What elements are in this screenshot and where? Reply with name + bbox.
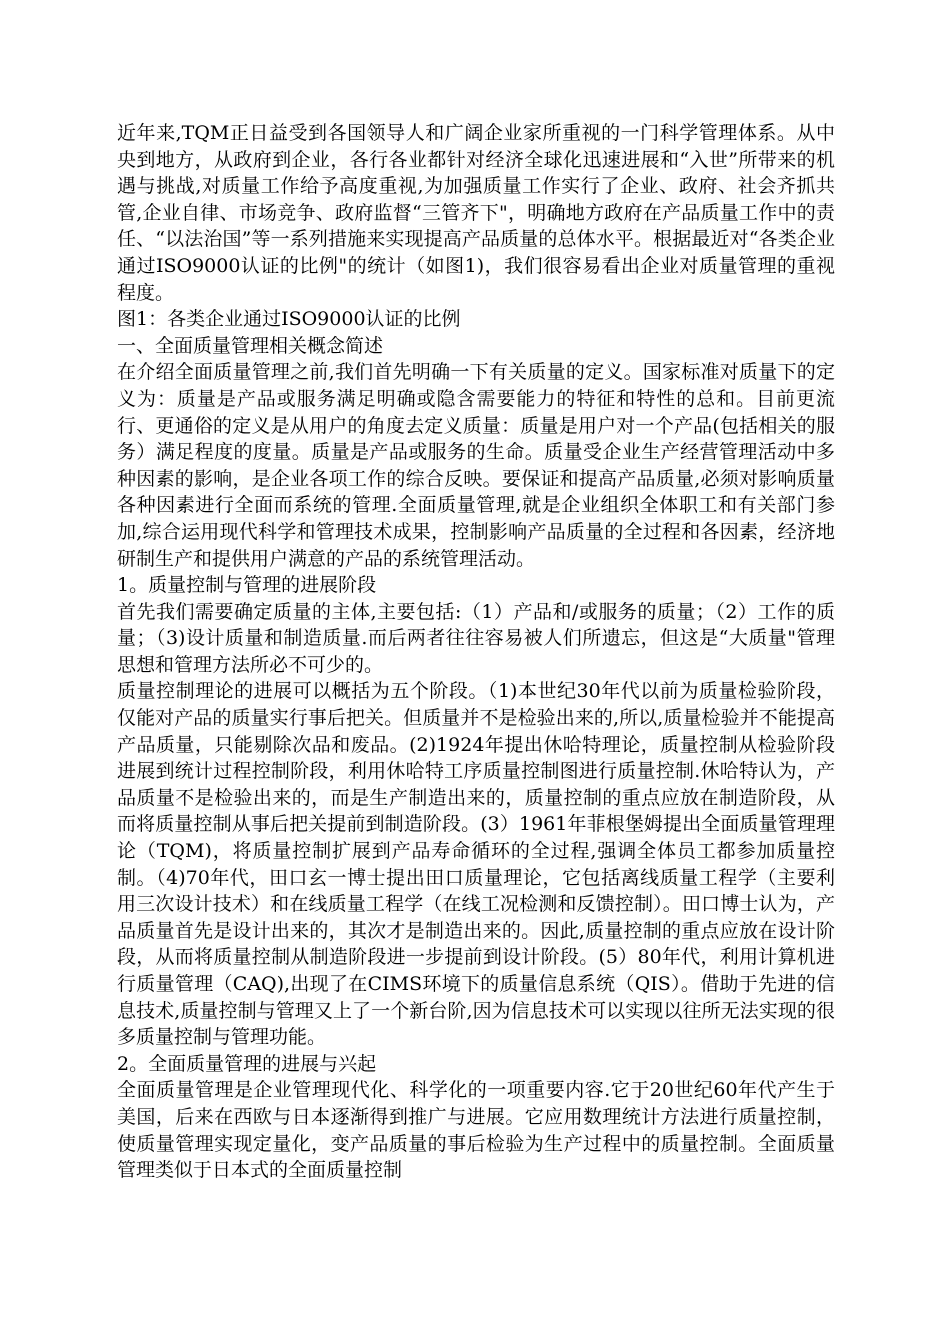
document-body xyxy=(117,120,835,1184)
stages-paragraph-1: 首先我们需要确定质量的主体,主要包括:（1）产品和/或服务的质量；（2）工作的质量；（3)设计质量和制造质量.而后两者往往容易被人们所遗忘，但这是“大质量"管理思想和管理方法所必不可少的。 xyxy=(117,600,835,676)
subsection-heading-stages: 1。质量控制与管理的进展阶段 xyxy=(117,574,377,597)
concepts-paragraph: 在介绍全面质量管理之前,我们首先明确一下有关质量的定义。国家标准对质量下的定义为：质量是产品或服务满足明确或隐含需要能力的特征和特性的总和。目前更流行、更通俗的定义是从用户的角度去定义质量：质量是用户对一个产品(包括相关的服务）满足程度的度量。质量是产品或服务的生命。质量受企业生产经营管理活动中多种因素的影响，是企业各项工作的综合反映。要保证和提高产品质量,必须对影响质量各种因素进行全面而系统的管理.全面质量管理,就是企业组织全体职工和有关部门参加,综合运用现代科学和管理技术成果，控制影响产品质量的全过程和各因素，经济地研制生产和提供用户满意的产品的系统管理活动。 xyxy=(117,361,835,570)
rise-paragraph: 全面质量管理是企业管理现代化、科学化的一项重要内容.它于20世纪60年代产生于美国，后来在西欧与日本逐渐得到推广与进展。它应用数理统计方法进行质量控制，使质量管理实现定量化，变产品质量的事后检验为生产过程中的质量控制。全面质量管理类似于日本式的全面质量控制 xyxy=(117,1079,835,1182)
stages-paragraph-2: 质量控制理论的进展可以概括为五个阶段。（1)本世纪30年代以前为质量检验阶段，仅能对产品的质量实行事后把关。但质量并不是检验出来的,所以,质量检验并不能提高产品质量，只能剔除次品和废品。(2)1924年提出休哈特理论，质量控制从检验阶段进展到统计过程控制阶段，利用休哈特工序质量控制图进行质量控制.休哈特认为，产品质量不是检验出来的，而是生产制造出来的，质量控制的重点应放在制造阶段，从而将质量控制从事后把关提前到制造阶段。(3）1961年菲根堡姆提出全面质量管理理论（TQM)，将质量控制扩展到产品寿命循环的全过程,强调全体员工都参加质量控制。（4)70年代，田口玄一博士提出田口质量理论，它包括离线质量工程学（主要利用三次设计技术）和在线质量工程学（在线工况检测和反馈控制）。田口博士认为，产品质量首先是设计出来的，其次才是制造出来的。因此,质量控制的重点应放在设计阶段，从而将质量控制从制造阶段进一步提前到设计阶段。(5）80年代，利用计算机进行质量管理（CAQ),出现了在CIMS环境下的质量信息系统（QIS）。借助于先进的信息技术,质量控制与管理又上了一个新台阶,因为信息技术可以实现以往所无法实现的很多质量控制与管理功能。 xyxy=(117,680,835,1049)
intro-paragraph: 近年来,TQM正日益受到各国领导人和广阔企业家所重视的一门科学管理体系。从中央到地方，从政府到企业，各行各业都针对经济全球化迅速进展和“入世”所带来的机遇与挑战,对质量工作给予高度重视,为加强质量工作实行了企业、政府、社会齐抓共管,企业自律、市场竞争、政府监督“三管齐下"，明确地方政府在产品质量工作中的责任、“以法治国”等一系列措施来实现提高产品质量的总体水平。根据最近对“各类企业通过ISO9000认证的比例"的统计（如图1)，我们很容易看出企业对质量管理的重视程度。 xyxy=(117,122,835,304)
figure-caption: 图1：各类企业通过ISO9000认证的比例 xyxy=(117,308,461,331)
section-heading-concepts: 一、全面质量管理相关概念简述 xyxy=(117,334,384,357)
subsection-heading-rise: 2。全面质量管理的进展与兴起 xyxy=(117,1052,377,1075)
